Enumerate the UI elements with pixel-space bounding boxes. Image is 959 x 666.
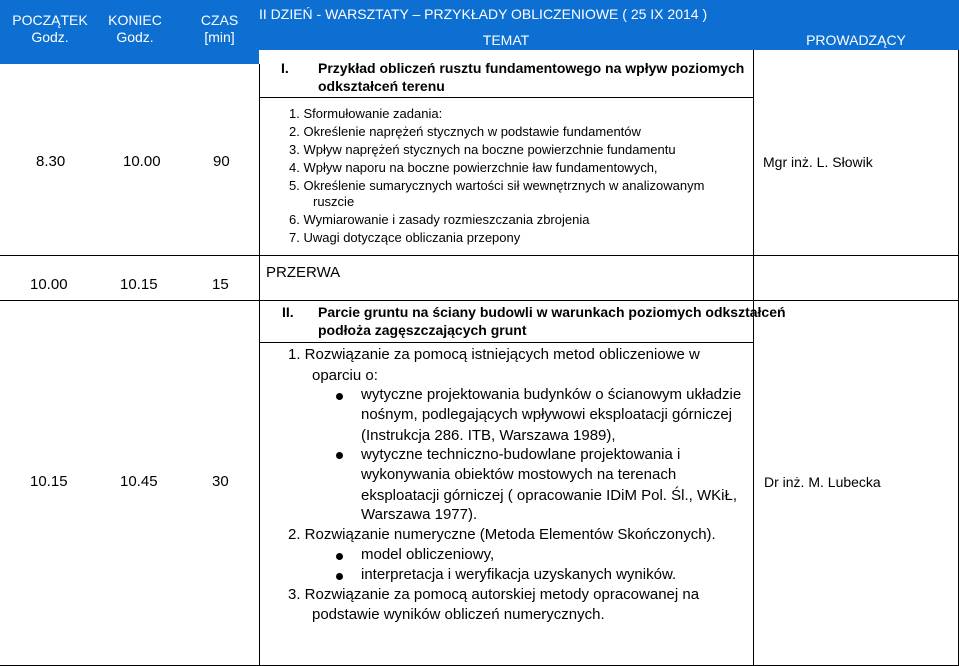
session-2-line: 1. Rozwiązanie za pomocą istniejących metod obliczeniowe w — [288, 346, 700, 363]
break-duration: 15 — [212, 276, 229, 293]
session-2-line: model obliczeniowy, — [361, 546, 495, 563]
grid-line — [0, 255, 959, 256]
session-2-line: podstawie wyników obliczeń numerycznych. — [312, 606, 605, 623]
session-1-presenter: Mgr inż. L. Słowik — [763, 154, 873, 170]
topic-header: TEMAT — [482, 32, 530, 48]
bullet-icon — [336, 553, 343, 560]
grid-line — [259, 64, 260, 666]
session-2-presenter: Dr inż. M. Lubecka — [764, 474, 881, 490]
session-1-item: 5. Określenie sumarycznych wartości sił wewnętrznych w analizowanym — [289, 178, 705, 193]
session-2-title-line2: podłoża zagęszczających grunt — [318, 322, 527, 338]
session-1-title-line1: Przykład obliczeń rusztu fundamentowego na wpływ poziomych — [318, 60, 745, 76]
session-1-item: 7. Uwagi dotyczące obliczania przepony — [289, 230, 521, 245]
session-1-number: I. — [281, 60, 289, 76]
end-header-label: KONIEC — [108, 12, 162, 28]
break-label: PRZERWA — [266, 264, 341, 281]
session-2-line: 3. Rozwiązanie za pomocą autorskiej metody opracowanej na — [288, 586, 700, 603]
duration-header — [180, 12, 259, 46]
end-header-unit: Godz. — [116, 29, 154, 45]
session-1-item: 2. Określenie naprężeń stycznych w podstawie fundamentów — [289, 124, 641, 139]
session-1-start: 8.30 — [36, 153, 66, 170]
session-2-number: II. — [282, 304, 294, 320]
session-2-duration: 30 — [212, 473, 229, 490]
presenter-header: PROWADZĄCY — [806, 32, 906, 48]
session-1-item: 3. Wpływ naprężeń stycznych na boczne powierzchnie fundamentu — [289, 142, 676, 157]
duration-header-unit: [min] — [204, 29, 235, 45]
day-title: II DZIEŃ - WARSZTATY – PRZYKŁADY OBLICZENIOWE ( 25 IX 2014 ) — [259, 6, 708, 22]
start-header — [0, 12, 100, 46]
session-1-title-line2: odkształceń terenu — [318, 78, 445, 94]
session-2-end: 10.45 — [120, 473, 158, 490]
end-header — [90, 12, 180, 46]
break-start: 10.00 — [30, 276, 68, 293]
start-header-unit: Godz. — [31, 29, 69, 45]
grid-line — [259, 342, 753, 343]
session-2-title-line1: Parcie gruntu na ściany budowli w warunkach poziomych odkształceń — [318, 304, 786, 320]
bullet-icon — [336, 452, 343, 459]
start-header-label: POCZĄTEK — [12, 12, 88, 28]
session-1-end: 10.00 — [123, 153, 161, 170]
session-2-line: (Instrukcja 286. ITB, Warszawa 1989), — [361, 427, 616, 444]
session-1-item: 1. Sformułowanie zadania: — [289, 106, 443, 121]
duration-header-label: CZAS — [200, 12, 239, 28]
grid-line — [0, 300, 959, 301]
session-1-duration: 90 — [213, 153, 230, 170]
session-1-item: 6. Wymiarowanie i zasady rozmieszczania zbrojenia — [289, 212, 590, 227]
grid-line — [753, 50, 754, 666]
session-2-line: oparciu o: — [312, 367, 378, 384]
session-2-line: interpretacja i weryfikacja uzyskanych wyników. — [361, 566, 677, 583]
session-2-start: 10.15 — [30, 473, 68, 490]
session-1-item: 4. Wpływ naporu na boczne powierzchnie ław fundamentowych, — [289, 160, 658, 175]
session-2-line: Warszawa 1977). — [361, 506, 478, 523]
session-2-line: wytyczne techniczno-budowlane projektowania i — [361, 446, 681, 463]
session-2-line: eksploatacji górniczej ( opracowanie IDiM Pol. Śl., WKiŁ, — [361, 487, 737, 504]
session-2-line: wytyczne projektowania budynków o ścianowym układzie — [361, 386, 742, 403]
grid-line — [259, 97, 753, 98]
bullet-icon — [336, 393, 343, 400]
session-2-line: wykonywania obiektów mostowych na terenach — [361, 466, 677, 483]
session-1-item: ruszcie — [313, 194, 355, 209]
session-2-line: 2. Rozwiązanie numeryczne (Metoda Elementów Skończonych). — [288, 526, 716, 543]
session-2-line: nośnym, podlegających wpływowi eksploatacji górniczej — [361, 406, 733, 423]
break-end: 10.15 — [120, 276, 158, 293]
bullet-icon — [336, 573, 343, 580]
